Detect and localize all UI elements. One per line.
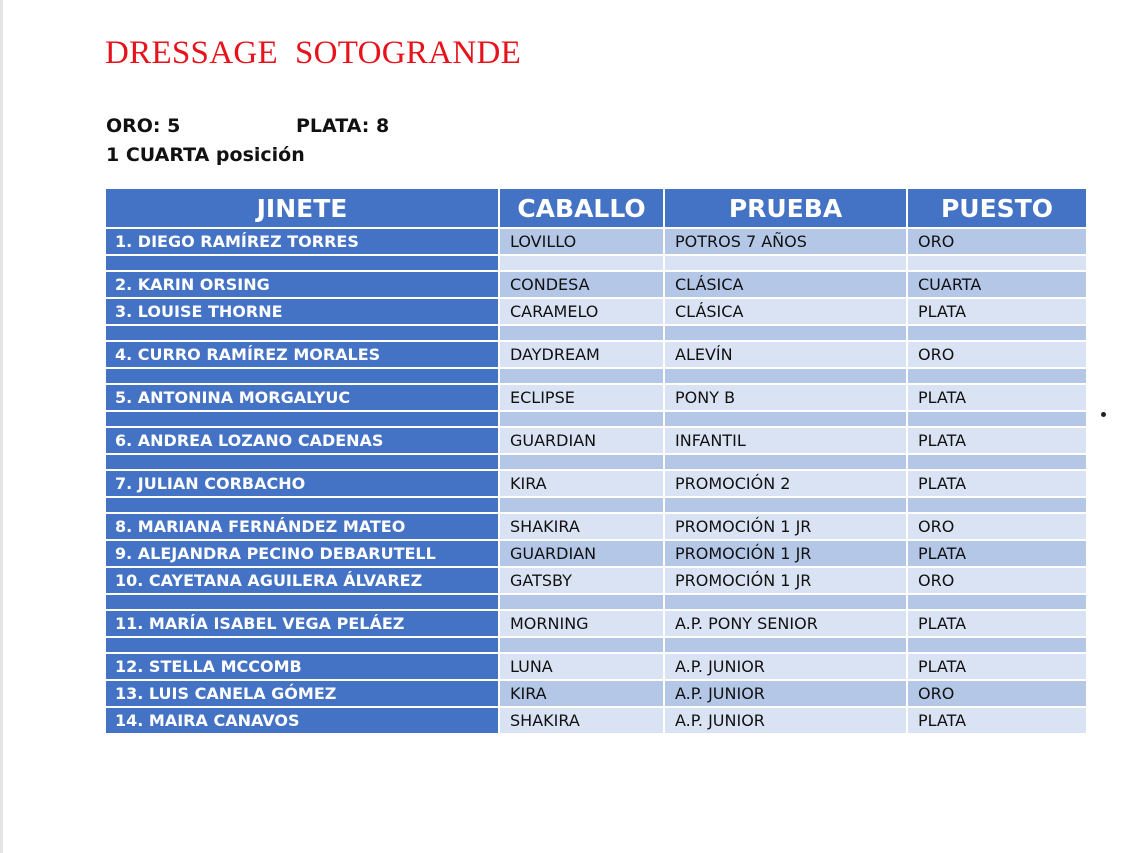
summary-line-medals	[106, 112, 389, 141]
cell-caballo: SHAKIRA	[499, 707, 664, 733]
cell-jinete: 9. ALEJANDRA PECINO DEBARUTELL	[106, 540, 499, 567]
cell-prueba: PROMOCIÓN 1 JR	[664, 513, 907, 540]
cell-puesto: PLATA	[907, 427, 1086, 454]
cell-puesto: PLATA	[907, 298, 1086, 325]
spacer-row	[106, 454, 1086, 470]
cell-puesto: ORO	[907, 567, 1086, 594]
cell-caballo: MORNING	[499, 610, 664, 637]
cell-puesto: ORO	[907, 228, 1086, 255]
cell-prueba: ALEVÍN	[664, 341, 907, 368]
table-header-row	[106, 189, 1086, 228]
cell-caballo: KIRA	[499, 680, 664, 707]
cell-puesto: PLATA	[907, 707, 1086, 733]
spacer-row	[106, 368, 1086, 384]
spacer-row	[106, 497, 1086, 513]
table-row	[106, 470, 1086, 497]
cell-jinete: 7. JULIAN CORBACHO	[106, 470, 499, 497]
header-caballo: CABALLO	[499, 189, 664, 228]
cell-prueba: A.P. PONY SENIOR	[664, 610, 907, 637]
header-puesto: PUESTO	[907, 189, 1086, 228]
table-row	[106, 567, 1086, 594]
cell-prueba: A.P. JUNIOR	[664, 653, 907, 680]
header-jinete: JINETE	[106, 189, 499, 228]
cell-jinete: 4. CURRO RAMÍREZ MORALES	[106, 341, 499, 368]
cell-caballo: GUARDIAN	[499, 427, 664, 454]
table-row	[106, 384, 1086, 411]
summary-oro: ORO: 5	[106, 115, 181, 137]
cell-caballo: LUNA	[499, 653, 664, 680]
summary-cuarta: 1 CUARTA posición	[106, 144, 305, 166]
spacer-row	[106, 325, 1086, 341]
cell-prueba: CLÁSICA	[664, 298, 907, 325]
table-row	[106, 298, 1086, 325]
cell-jinete: 12. STELLA MCCOMB	[106, 653, 499, 680]
cell-caballo: CARAMELO	[499, 298, 664, 325]
cell-puesto: ORO	[907, 680, 1086, 707]
spacer-row	[106, 594, 1086, 610]
spacer-row	[106, 255, 1086, 271]
cell-prueba: A.P. JUNIOR	[664, 707, 907, 733]
table-row	[106, 707, 1086, 733]
cell-jinete: 8. MARIANA FERNÁNDEZ MATEO	[106, 513, 499, 540]
cell-puesto: ORO	[907, 513, 1086, 540]
summary-plata: PLATA: 8	[296, 115, 390, 137]
cell-caballo: LOVILLO	[499, 228, 664, 255]
cell-prueba: INFANTIL	[664, 427, 907, 454]
table-row	[106, 341, 1086, 368]
page-left-edge	[0, 0, 3, 853]
summary-line-cuarta	[106, 141, 389, 170]
header-prueba: PRUEBA	[664, 189, 907, 228]
table-row	[106, 680, 1086, 707]
cell-prueba: PROMOCIÓN 1 JR	[664, 540, 907, 567]
cell-caballo: CONDESA	[499, 271, 664, 298]
cell-puesto: CUARTA	[907, 271, 1086, 298]
cell-caballo: ECLIPSE	[499, 384, 664, 411]
cell-caballo: SHAKIRA	[499, 513, 664, 540]
cell-jinete: 5. ANTONINA MORGALYUC	[106, 384, 499, 411]
cell-jinete: 11. MARÍA ISABEL VEGA PELÁEZ	[106, 610, 499, 637]
table-row	[106, 228, 1086, 255]
results-table	[106, 189, 1086, 733]
cell-jinete: 1. DIEGO RAMÍREZ TORRES	[106, 228, 499, 255]
cell-caballo: DAYDREAM	[499, 341, 664, 368]
cell-jinete: 10. CAYETANA AGUILERA ÁLVAREZ	[106, 567, 499, 594]
cell-puesto: PLATA	[907, 540, 1086, 567]
cell-prueba: CLÁSICA	[664, 271, 907, 298]
cell-puesto: PLATA	[907, 653, 1086, 680]
spacer-row	[106, 637, 1086, 653]
cell-prueba: PROMOCIÓN 2	[664, 470, 907, 497]
cell-caballo: KIRA	[499, 470, 664, 497]
cell-puesto: PLATA	[907, 470, 1086, 497]
cell-prueba: PROMOCIÓN 1 JR	[664, 567, 907, 594]
cell-jinete: 13. LUIS CANELA GÓMEZ	[106, 680, 499, 707]
cell-prueba: A.P. JUNIOR	[664, 680, 907, 707]
cell-caballo: GUARDIAN	[499, 540, 664, 567]
table-row	[106, 610, 1086, 637]
table-row	[106, 427, 1086, 454]
cell-puesto: PLATA	[907, 610, 1086, 637]
cell-prueba: PONY B	[664, 384, 907, 411]
medal-summary	[106, 112, 389, 170]
cell-jinete: 6. ANDREA LOZANO CADENAS	[106, 427, 499, 454]
cell-puesto: ORO	[907, 341, 1086, 368]
cell-caballo: GATSBY	[499, 567, 664, 594]
cell-jinete: 2. KARIN ORSING	[106, 271, 499, 298]
cell-jinete: 14. MAIRA CANAVOS	[106, 707, 499, 733]
bullet-dot	[1101, 412, 1106, 417]
cell-jinete: 3. LOUISE THORNE	[106, 298, 499, 325]
document-title: DRESSAGE SOTOGRANDE	[105, 35, 522, 71]
table-row	[106, 540, 1086, 567]
spacer-row	[106, 411, 1086, 427]
table-row	[106, 653, 1086, 680]
table-row	[106, 513, 1086, 540]
cell-prueba: POTROS 7 AÑOS	[664, 228, 907, 255]
cell-puesto: PLATA	[907, 384, 1086, 411]
table-row	[106, 271, 1086, 298]
